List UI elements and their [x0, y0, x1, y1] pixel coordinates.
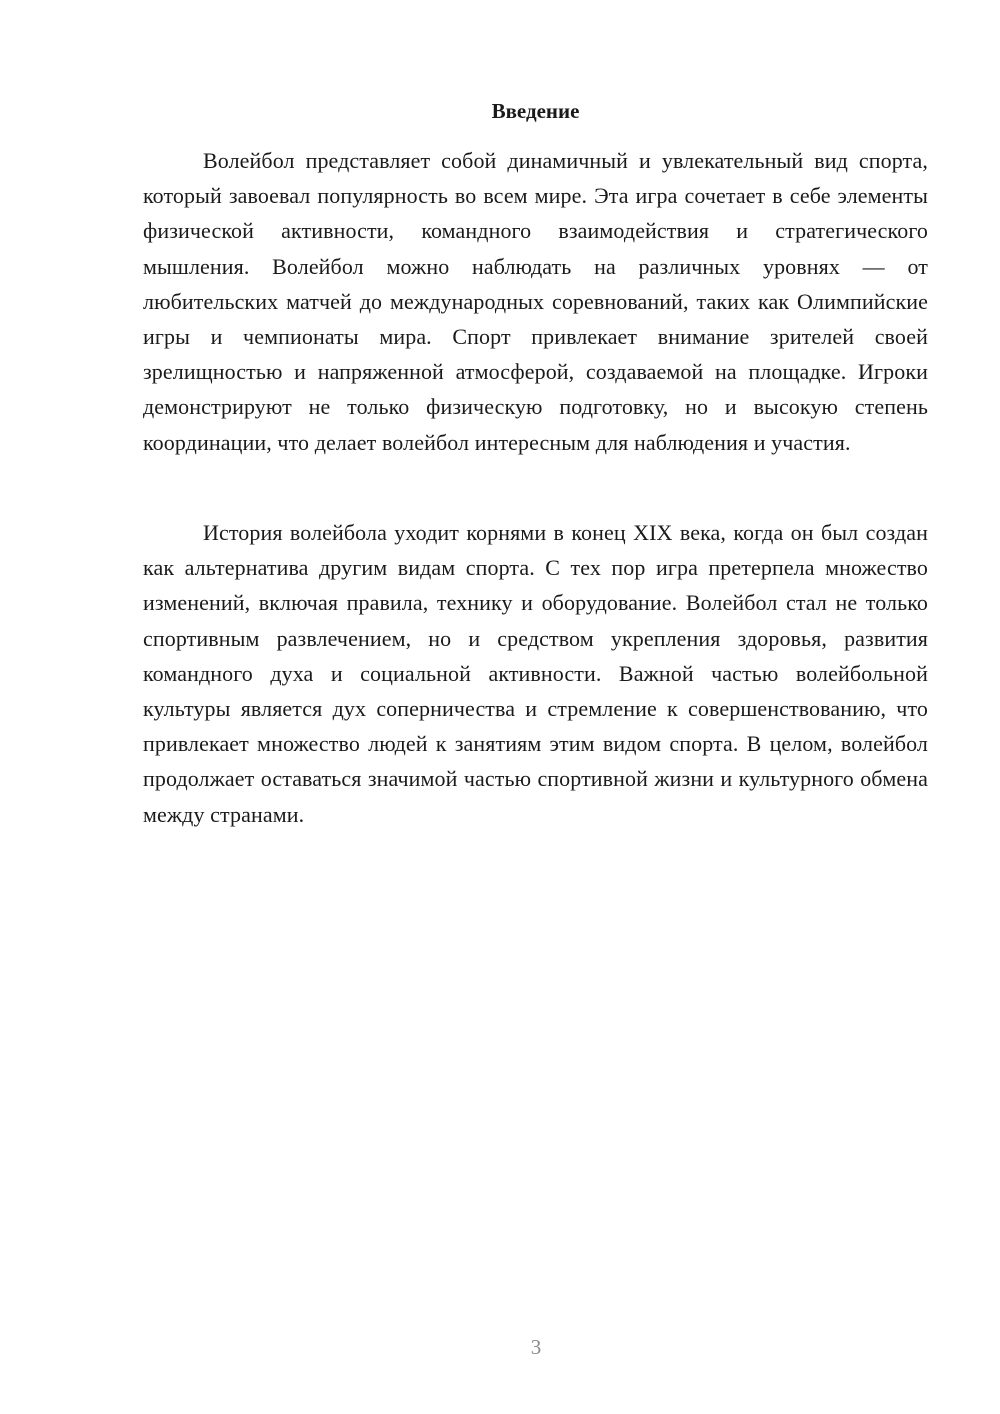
- page-number: 3: [530, 1335, 542, 1359]
- paragraph-1: Волейбол представляет собой динамичный и увлекательный вид спорта, который завоевал популярность во всем мире. Эта игра сочетает в себе элементы физической активности, командного взаимодействия и стратегического мышления. Волейбол можно наблюдать на различных уровнях — от любительских матчей до международных соревнований, таких как Олимпийские игры и чемпионаты мира. Спорт привлекает внимание зрителей своей зрелищностью и напряженной атмосферой, создаваемой на площадке. Игроки демонстрируют не только физическую подготовку, но и высокую степень координации, что делает волейбол интересным для наблюдения и участия.: [143, 148, 928, 455]
- paragraph-2: История волейбола уходит корнями в конец XIX века, когда он был создан как альтернатива другим видам спорта. С тех пор игра претерпела множество изменений, включая правила, технику и оборудование. Волейбол стал не только спортивным развлечением, но и средством укрепления здоровья, развития командного духа и социальной активности. Важной частью волейбольной культуры является дух соперничества и стремление к совершенствованию, что привлекает множество людей к занятиям этим видом спорта. В целом, волейбол продолжает оставаться значимой частью спортивной жизни и культурного обмена между странами.: [143, 520, 928, 827]
- page-title: Введение: [491, 99, 580, 123]
